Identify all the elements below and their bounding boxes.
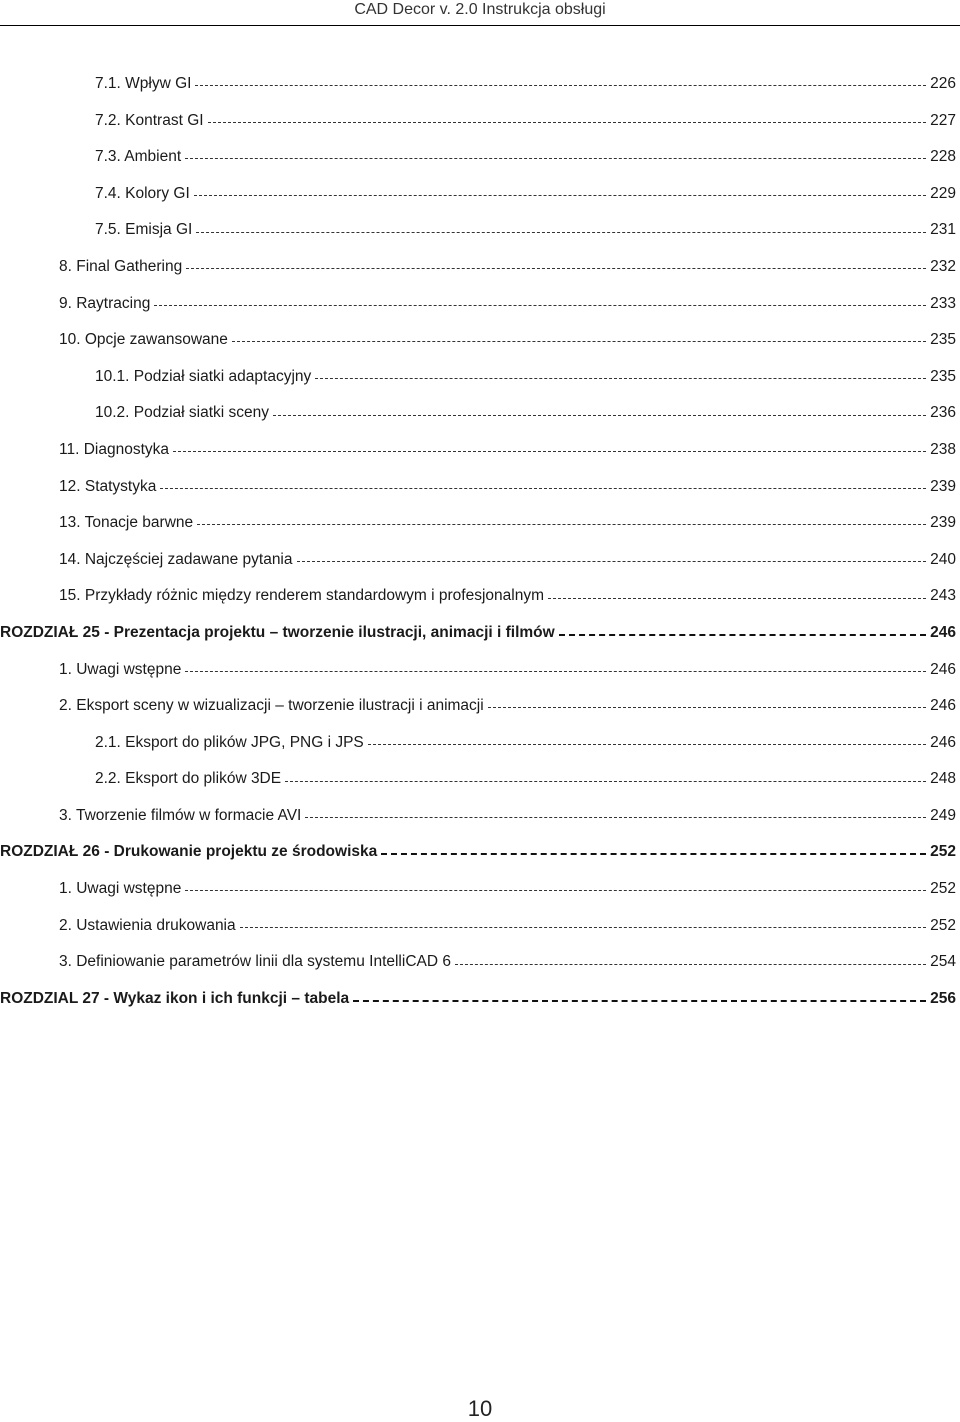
toc-entry-label: 2.1. Eksport do plików JPG, PNG i JPS: [95, 733, 364, 751]
toc-entry-page-number: 228: [930, 148, 956, 166]
toc-entry[interactable]: [0, 66, 960, 103]
toc-entry[interactable]: [0, 542, 960, 579]
page-number: 10: [467, 1396, 493, 1421]
toc-entry-page-number: 252: [930, 880, 956, 898]
toc-entry-label: 9. Raytracing: [59, 294, 151, 312]
toc-dot-leader: [194, 194, 926, 196]
toc-entry[interactable]: [0, 834, 960, 871]
toc-entry-page-number: 246: [930, 697, 956, 715]
toc-entry[interactable]: [0, 725, 960, 762]
toc-entry-label: 2. Ustawienia drukowania: [59, 916, 236, 934]
toc-entry[interactable]: [0, 871, 960, 908]
toc-entry-label: 10.1. Podział siatki adaptacyjny: [95, 367, 312, 385]
toc-dot-leader: [186, 267, 926, 269]
toc-entry-label: 7.1. Wpływ GI: [95, 75, 192, 92]
toc-entry[interactable]: [0, 212, 960, 249]
toc-entry[interactable]: [0, 615, 960, 652]
toc-entry[interactable]: [0, 578, 960, 615]
toc-entry[interactable]: [0, 432, 960, 469]
toc-entry-page-number: 238: [930, 440, 956, 458]
toc-dot-leader: [559, 633, 926, 636]
toc-entry-page-number: 256: [930, 989, 956, 1007]
toc-dot-leader: [488, 706, 926, 708]
toc-entry[interactable]: [0, 908, 960, 945]
toc-entry[interactable]: [0, 505, 960, 542]
toc-entry-label: 13. Tonacje barwne: [59, 514, 194, 532]
toc-entry-page-number: 231: [930, 221, 956, 239]
toc-entry-label: ROZDZIAŁ 25 - Prezentacja projektu – tworzenie ilustracji, animacji i filmów: [0, 623, 555, 641]
toc-entry-label: 1. Uwagi wstępne: [59, 880, 182, 898]
table-of-contents: [0, 66, 960, 1017]
toc-entry[interactable]: [0, 688, 960, 725]
toc-entry-label: 14. Najczęściej zadawane pytania: [59, 550, 293, 568]
toc-dot-leader: [185, 670, 926, 672]
toc-entry-label: 8. Final Gathering: [59, 257, 183, 275]
toc-dot-leader: [381, 852, 926, 855]
toc-entry-page-number: 233: [930, 294, 956, 312]
toc-dot-leader: [368, 743, 926, 745]
toc-dot-leader: [240, 926, 927, 928]
toc-entry[interactable]: [0, 286, 960, 323]
toc-entry-label: 2.2. Eksport do plików 3DE: [95, 770, 282, 788]
toc-entry-page-number: 249: [930, 806, 956, 824]
toc-entry[interactable]: [0, 981, 960, 1018]
toc-entry-label: 7.5. Emisja GI: [95, 221, 193, 239]
toc-entry-page-number: 243: [930, 587, 956, 605]
document-title: CAD Decor v. 2.0 Instrukcja obsługi: [354, 1, 606, 18]
toc-entry-label: 1. Uwagi wstępne: [59, 660, 182, 678]
toc-dot-leader: [232, 340, 926, 342]
toc-entry[interactable]: [0, 322, 960, 359]
toc-dot-leader: [197, 523, 926, 525]
header-divider: [0, 25, 960, 26]
toc-entry-page-number: 227: [930, 111, 956, 129]
toc-entry-label: 7.4. Kolory GI: [95, 184, 190, 202]
toc-entry-page-number: 246: [930, 660, 956, 678]
toc-entry-page-number: 239: [930, 514, 956, 532]
toc-entry[interactable]: [0, 944, 960, 981]
toc-entry-page-number: 246: [930, 623, 956, 641]
toc-dot-leader: [160, 487, 926, 489]
toc-dot-leader: [173, 450, 926, 452]
toc-entry[interactable]: [0, 798, 960, 835]
toc-entry-page-number: 229: [930, 184, 956, 202]
toc-dot-leader: [305, 816, 926, 818]
toc-entry-page-number: 236: [930, 404, 956, 422]
toc-entry-page-number: 235: [930, 367, 956, 385]
toc-entry-label: 2. Eksport sceny w wizualizacji – tworzenie ilustracji i animacji: [59, 697, 484, 715]
toc-entry-page-number: 248: [930, 770, 956, 788]
toc-entry-page-number: 240: [930, 550, 956, 568]
toc-dot-leader: [353, 999, 926, 1002]
toc-entry-page-number: 246: [930, 733, 956, 751]
toc-entry[interactable]: [0, 103, 960, 140]
toc-entry-page-number: 226: [930, 75, 956, 92]
toc-entry-label: ROZDZIAL 27 - Wykaz ikon i ich funkcji – tabela: [0, 989, 350, 1007]
toc-dot-leader: [185, 157, 926, 159]
toc-entry-page-number: 235: [930, 331, 956, 349]
page-footer: [0, 1396, 960, 1422]
toc-entry-label: 3. Tworzenie filmów w formacie AVI: [59, 806, 302, 824]
toc-dot-leader: [196, 231, 926, 233]
toc-dot-leader: [273, 414, 926, 416]
toc-dot-leader: [154, 304, 926, 306]
toc-dot-leader: [208, 121, 927, 123]
toc-entry-label: ROZDZIAŁ 26 - Drukowanie projektu ze środowiska: [0, 843, 378, 861]
toc-dot-leader: [285, 780, 926, 782]
toc-entry[interactable]: [0, 359, 960, 396]
toc-entry-page-number: 239: [930, 477, 956, 495]
toc-entry[interactable]: [0, 469, 960, 506]
toc-entry-label: 10.2. Podział siatki sceny: [95, 404, 270, 422]
toc-entry[interactable]: [0, 249, 960, 286]
toc-entry-label: 12. Statystyka: [59, 477, 157, 495]
toc-entry-page-number: 232: [930, 257, 956, 275]
toc-entry-label: 7.2. Kontrast GI: [95, 111, 204, 129]
toc-entry[interactable]: [0, 395, 960, 432]
toc-entry-page-number: 252: [930, 916, 956, 934]
toc-dot-leader: [455, 963, 926, 965]
toc-dot-leader: [195, 84, 926, 86]
toc-dot-leader: [297, 560, 927, 562]
toc-entry-label: 15. Przykłady różnic między renderem standardowym i profesjonalnym: [59, 587, 545, 605]
toc-entry-label: 7.3. Ambient: [95, 148, 182, 166]
toc-entry[interactable]: [0, 176, 960, 213]
page-header: [0, 0, 960, 24]
toc-dot-leader: [315, 377, 926, 379]
toc-entry-page-number: 254: [930, 953, 956, 971]
toc-entry[interactable]: [0, 652, 960, 689]
toc-entry-page-number: 252: [930, 843, 956, 861]
toc-entry[interactable]: [0, 761, 960, 798]
toc-entry-label: 10. Opcje zawansowane: [59, 331, 228, 349]
toc-dot-leader: [548, 597, 926, 599]
toc-entry[interactable]: [0, 139, 960, 176]
toc-entry-label: 3. Definiowanie parametrów linii dla systemu IntelliCAD 6: [59, 953, 451, 971]
toc-dot-leader: [185, 889, 926, 891]
toc-entry-label: 11. Diagnostyka: [59, 440, 169, 458]
